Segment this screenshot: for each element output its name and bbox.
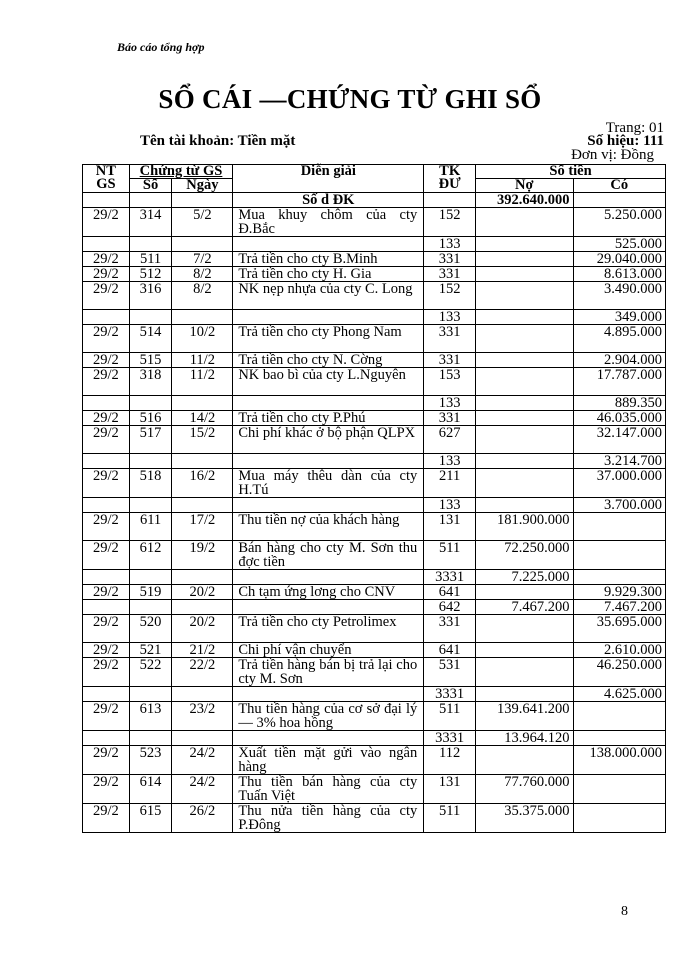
voucher-number bbox=[129, 310, 172, 325]
entry-date: 29/2 bbox=[83, 804, 130, 833]
account-name: Tên tài khoản: Tiền mặt bbox=[140, 133, 296, 149]
contra-account: 133 bbox=[424, 498, 476, 513]
ledger-row bbox=[83, 687, 666, 702]
entry-date: 29/2 bbox=[83, 325, 130, 353]
entry-date bbox=[83, 310, 130, 325]
debit-amount: 139.641.200 bbox=[476, 702, 574, 731]
voucher-number bbox=[129, 498, 172, 513]
entry-date: 29/2 bbox=[83, 208, 130, 237]
col-credit: Có bbox=[573, 179, 665, 193]
entry-date: 29/2 bbox=[83, 746, 130, 775]
debit-amount: 72.250.000 bbox=[476, 541, 574, 570]
entry-date: 29/2 bbox=[83, 252, 130, 267]
ledger-row bbox=[83, 325, 666, 353]
debit-amount bbox=[476, 208, 574, 237]
opening-balance-label: Số d ĐK bbox=[233, 193, 424, 208]
debit-amount: 181.900.000 bbox=[476, 513, 574, 541]
contra-account: 131 bbox=[424, 513, 476, 541]
debit-amount bbox=[476, 585, 574, 600]
debit-amount bbox=[476, 498, 574, 513]
description: Thu nửa tiền hàng của cty P.Đông bbox=[233, 804, 424, 833]
credit-amount: 138.000.000 bbox=[573, 746, 665, 775]
entry-date bbox=[83, 687, 130, 702]
ledger-row bbox=[83, 658, 666, 687]
description bbox=[233, 731, 424, 746]
debit-amount: 7.225.000 bbox=[476, 570, 574, 585]
credit-amount: 29.040.000 bbox=[573, 252, 665, 267]
entry-date: 29/2 bbox=[83, 615, 130, 643]
credit-amount: 4.895.000 bbox=[573, 325, 665, 353]
credit-amount bbox=[573, 570, 665, 585]
voucher-number: 522 bbox=[129, 658, 172, 687]
debit-amount bbox=[476, 310, 574, 325]
description: Thu tiền hàng của cơ sở đại lý — 3% hoa hồng bbox=[233, 702, 424, 731]
debit-amount: 13.964.120 bbox=[476, 731, 574, 746]
col-debit: Nợ bbox=[476, 179, 574, 193]
description: NK nẹp nhựa của cty C. Long bbox=[233, 282, 424, 310]
entry-date bbox=[83, 396, 130, 411]
description: Trả tiền cho cty H. Gia bbox=[233, 267, 424, 282]
voucher-number: 515 bbox=[129, 353, 172, 368]
ledger-row bbox=[83, 469, 666, 498]
description: Thu tiền nợ của khách hàng bbox=[233, 513, 424, 541]
page-number: 8 bbox=[621, 904, 628, 919]
ledger-row bbox=[83, 426, 666, 454]
col-voucher-date: Ngày bbox=[172, 179, 233, 193]
debit-amount bbox=[476, 353, 574, 368]
description: Trả tiền hàng bán bị trả lại cho cty M. Sơn bbox=[233, 658, 424, 687]
ledger-table bbox=[82, 164, 666, 833]
contra-account: 133 bbox=[424, 237, 476, 252]
account-code: Số hiệu: 111 bbox=[587, 133, 664, 149]
entry-date: 29/2 bbox=[83, 775, 130, 804]
header-row-1 bbox=[83, 165, 666, 179]
voucher-date: 24/2 bbox=[172, 746, 233, 775]
ledger-row bbox=[83, 368, 666, 396]
credit-amount: 32.147.000 bbox=[573, 426, 665, 454]
voucher-date bbox=[172, 237, 233, 252]
credit-amount: 17.787.000 bbox=[573, 368, 665, 396]
voucher-date: 19/2 bbox=[172, 541, 233, 570]
voucher-number: 511 bbox=[129, 252, 172, 267]
description bbox=[233, 396, 424, 411]
voucher-number: 613 bbox=[129, 702, 172, 731]
description: Mua khuy chôm của cty Đ.Bắc bbox=[233, 208, 424, 237]
debit-amount: 77.760.000 bbox=[476, 775, 574, 804]
entry-date: 29/2 bbox=[83, 643, 130, 658]
description bbox=[233, 600, 424, 615]
ledger-row bbox=[83, 643, 666, 658]
debit-amount bbox=[476, 368, 574, 396]
contra-account: 331 bbox=[424, 267, 476, 282]
entry-date bbox=[83, 498, 130, 513]
ledger-row bbox=[83, 775, 666, 804]
voucher-number: 615 bbox=[129, 804, 172, 833]
credit-amount: 349.000 bbox=[573, 310, 665, 325]
contra-account: 3331 bbox=[424, 731, 476, 746]
debit-amount bbox=[476, 454, 574, 469]
debit-amount bbox=[476, 426, 574, 454]
debit-amount bbox=[476, 469, 574, 498]
ledger-row bbox=[83, 600, 666, 615]
contra-account: 641 bbox=[424, 585, 476, 600]
credit-amount: 3.700.000 bbox=[573, 498, 665, 513]
credit-amount bbox=[573, 775, 665, 804]
voucher-date: 10/2 bbox=[172, 325, 233, 353]
entry-date: 29/2 bbox=[83, 282, 130, 310]
contra-account: 211 bbox=[424, 469, 476, 498]
voucher-date bbox=[172, 600, 233, 615]
ledger-row bbox=[83, 513, 666, 541]
voucher-number: 516 bbox=[129, 411, 172, 426]
voucher-date: 21/2 bbox=[172, 643, 233, 658]
debit-amount bbox=[476, 252, 574, 267]
voucher-number bbox=[129, 731, 172, 746]
voucher-date: 7/2 bbox=[172, 252, 233, 267]
entry-date bbox=[83, 731, 130, 746]
description: Trả tiền cho cty N. Cờng bbox=[233, 353, 424, 368]
ledger-row bbox=[83, 570, 666, 585]
voucher-number: 518 bbox=[129, 469, 172, 498]
voucher-number: 614 bbox=[129, 775, 172, 804]
contra-account: 133 bbox=[424, 396, 476, 411]
opening-balance-row bbox=[83, 193, 666, 208]
voucher-date: 8/2 bbox=[172, 267, 233, 282]
credit-amount: 525.000 bbox=[573, 237, 665, 252]
voucher-number: 514 bbox=[129, 325, 172, 353]
credit-amount: 35.695.000 bbox=[573, 615, 665, 643]
description bbox=[233, 687, 424, 702]
entry-date: 29/2 bbox=[83, 411, 130, 426]
debit-amount bbox=[476, 643, 574, 658]
description: Trả tiền cho cty Phong Nam bbox=[233, 325, 424, 353]
contra-account: 112 bbox=[424, 746, 476, 775]
debit-amount bbox=[476, 746, 574, 775]
description: Trả tiền cho cty Petrolimex bbox=[233, 615, 424, 643]
voucher-number: 316 bbox=[129, 282, 172, 310]
opening-balance-debit: 392.640.000 bbox=[476, 193, 574, 208]
voucher-number: 512 bbox=[129, 267, 172, 282]
contra-account: 133 bbox=[424, 310, 476, 325]
contra-account: 153 bbox=[424, 368, 476, 396]
credit-amount bbox=[573, 731, 665, 746]
description: Chi phí khác ở bộ phận QLPX bbox=[233, 426, 424, 454]
voucher-date bbox=[172, 498, 233, 513]
voucher-number bbox=[129, 237, 172, 252]
voucher-number: 517 bbox=[129, 426, 172, 454]
voucher-number bbox=[129, 454, 172, 469]
description: Chi phí vận chuyển bbox=[233, 643, 424, 658]
credit-amount bbox=[573, 702, 665, 731]
entry-date: 29/2 bbox=[83, 513, 130, 541]
voucher-date bbox=[172, 570, 233, 585]
debit-amount bbox=[476, 396, 574, 411]
ledger-row bbox=[83, 237, 666, 252]
entry-date: 29/2 bbox=[83, 541, 130, 570]
contra-account: 331 bbox=[424, 252, 476, 267]
voucher-number: 314 bbox=[129, 208, 172, 237]
debit-amount: 35.375.000 bbox=[476, 804, 574, 833]
ledger-row bbox=[83, 746, 666, 775]
voucher-date: 14/2 bbox=[172, 411, 233, 426]
ledger-row bbox=[83, 267, 666, 282]
contra-account: 152 bbox=[424, 208, 476, 237]
voucher-number bbox=[129, 600, 172, 615]
entry-date: 29/2 bbox=[83, 353, 130, 368]
description: Mua máy thêu dàn của cty H.Tú bbox=[233, 469, 424, 498]
contra-account: 3331 bbox=[424, 570, 476, 585]
voucher-date: 17/2 bbox=[172, 513, 233, 541]
credit-amount bbox=[573, 513, 665, 541]
contra-account: 131 bbox=[424, 775, 476, 804]
col-description: Diễn giải bbox=[233, 165, 424, 193]
col-voucher-no: Số bbox=[129, 179, 172, 193]
ledger-row bbox=[83, 615, 666, 643]
description bbox=[233, 570, 424, 585]
ledger-row bbox=[83, 731, 666, 746]
voucher-number: 523 bbox=[129, 746, 172, 775]
description bbox=[233, 310, 424, 325]
voucher-date: 24/2 bbox=[172, 775, 233, 804]
ledger-row bbox=[83, 353, 666, 368]
ledger-row bbox=[83, 411, 666, 426]
entry-date: 29/2 bbox=[83, 702, 130, 731]
voucher-number: 519 bbox=[129, 585, 172, 600]
contra-account: 641 bbox=[424, 643, 476, 658]
voucher-date: 20/2 bbox=[172, 585, 233, 600]
voucher-number: 611 bbox=[129, 513, 172, 541]
voucher-number: 520 bbox=[129, 615, 172, 643]
ledger-row bbox=[83, 804, 666, 833]
voucher-date: 22/2 bbox=[172, 658, 233, 687]
voucher-number bbox=[129, 687, 172, 702]
entry-date bbox=[83, 454, 130, 469]
debit-amount bbox=[476, 687, 574, 702]
contra-account: 331 bbox=[424, 411, 476, 426]
description: Xuất tiền mặt gửi vào ngân hàng bbox=[233, 746, 424, 775]
entry-date bbox=[83, 570, 130, 585]
contra-account: 642 bbox=[424, 600, 476, 615]
credit-amount: 46.250.000 bbox=[573, 658, 665, 687]
contra-account: 511 bbox=[424, 804, 476, 833]
credit-amount: 4.625.000 bbox=[573, 687, 665, 702]
col-tk-du: TK ĐƯ bbox=[424, 165, 476, 193]
credit-amount: 37.000.000 bbox=[573, 469, 665, 498]
credit-amount: 9.929.300 bbox=[573, 585, 665, 600]
ledger-row bbox=[83, 541, 666, 570]
voucher-date bbox=[172, 396, 233, 411]
voucher-number: 521 bbox=[129, 643, 172, 658]
entry-date: 29/2 bbox=[83, 426, 130, 454]
description: Trả tiền cho cty B.Minh bbox=[233, 252, 424, 267]
debit-amount bbox=[476, 237, 574, 252]
voucher-date: 11/2 bbox=[172, 353, 233, 368]
debit-amount bbox=[476, 615, 574, 643]
voucher-date: 11/2 bbox=[172, 368, 233, 396]
voucher-date: 20/2 bbox=[172, 615, 233, 643]
voucher-date bbox=[172, 310, 233, 325]
entry-date bbox=[83, 600, 130, 615]
currency-unit: Đơn vị: Đồng bbox=[571, 147, 654, 163]
voucher-number bbox=[129, 396, 172, 411]
credit-amount bbox=[573, 804, 665, 833]
report-header-note: Báo cáo tổng hợp bbox=[117, 40, 205, 54]
credit-amount: 7.467.200 bbox=[573, 600, 665, 615]
voucher-date bbox=[172, 731, 233, 746]
description: NK bao bì của cty L.Nguyên bbox=[233, 368, 424, 396]
contra-account: 531 bbox=[424, 658, 476, 687]
col-nt-gs: NT GS bbox=[83, 165, 130, 193]
ledger-row bbox=[83, 252, 666, 267]
voucher-date: 8/2 bbox=[172, 282, 233, 310]
col-amount-group: Số tiền bbox=[476, 165, 666, 179]
credit-amount: 2.610.000 bbox=[573, 643, 665, 658]
col-voucher-group: Chứng từ GS bbox=[129, 165, 233, 179]
credit-amount: 5.250.000 bbox=[573, 208, 665, 237]
ledger-row bbox=[83, 702, 666, 731]
description: Bán hàng cho cty M. Sơn thu đợc tiền bbox=[233, 541, 424, 570]
description bbox=[233, 454, 424, 469]
voucher-date: 5/2 bbox=[172, 208, 233, 237]
entry-date: 29/2 bbox=[83, 368, 130, 396]
voucher-number bbox=[129, 570, 172, 585]
contra-account: 133 bbox=[424, 454, 476, 469]
credit-amount: 46.035.000 bbox=[573, 411, 665, 426]
voucher-date: 16/2 bbox=[172, 469, 233, 498]
contra-account: 627 bbox=[424, 426, 476, 454]
entry-date: 29/2 bbox=[83, 267, 130, 282]
ledger-row bbox=[83, 585, 666, 600]
voucher-date: 23/2 bbox=[172, 702, 233, 731]
voucher-date bbox=[172, 454, 233, 469]
description bbox=[233, 498, 424, 513]
credit-amount: 889.350 bbox=[573, 396, 665, 411]
ledger-row bbox=[83, 282, 666, 310]
description: Thu tiền bán hàng của cty Tuấn Việt bbox=[233, 775, 424, 804]
ledger-row bbox=[83, 498, 666, 513]
entry-date: 29/2 bbox=[83, 469, 130, 498]
description: Trả tiền cho cty P.Phú bbox=[233, 411, 424, 426]
debit-amount bbox=[476, 325, 574, 353]
contra-account: 331 bbox=[424, 615, 476, 643]
entry-date bbox=[83, 237, 130, 252]
page-title: SỔ CÁI —CHỨNG TỪ GHI SỔ bbox=[158, 84, 542, 114]
description: Ch tạm ứng lơng cho CNV bbox=[233, 585, 424, 600]
contra-account: 331 bbox=[424, 353, 476, 368]
ledger-row bbox=[83, 208, 666, 237]
ledger-row bbox=[83, 396, 666, 411]
contra-account: 511 bbox=[424, 541, 476, 570]
voucher-number: 318 bbox=[129, 368, 172, 396]
credit-amount bbox=[573, 541, 665, 570]
debit-amount bbox=[476, 267, 574, 282]
contra-account: 511 bbox=[424, 702, 476, 731]
voucher-number: 612 bbox=[129, 541, 172, 570]
credit-amount: 2.904.000 bbox=[573, 353, 665, 368]
voucher-date bbox=[172, 687, 233, 702]
debit-amount: 7.467.200 bbox=[476, 600, 574, 615]
description bbox=[233, 237, 424, 252]
page-label: Trang: 01 bbox=[605, 120, 664, 136]
contra-account: 3331 bbox=[424, 687, 476, 702]
entry-date: 29/2 bbox=[83, 585, 130, 600]
credit-amount: 3.490.000 bbox=[573, 282, 665, 310]
debit-amount bbox=[476, 282, 574, 310]
contra-account: 152 bbox=[424, 282, 476, 310]
credit-amount: 8.613.000 bbox=[573, 267, 665, 282]
debit-amount bbox=[476, 658, 574, 687]
credit-amount: 3.214.700 bbox=[573, 454, 665, 469]
debit-amount bbox=[476, 411, 574, 426]
ledger-row bbox=[83, 310, 666, 325]
voucher-date: 26/2 bbox=[172, 804, 233, 833]
ledger-row bbox=[83, 454, 666, 469]
voucher-date: 15/2 bbox=[172, 426, 233, 454]
entry-date: 29/2 bbox=[83, 658, 130, 687]
contra-account: 331 bbox=[424, 325, 476, 353]
